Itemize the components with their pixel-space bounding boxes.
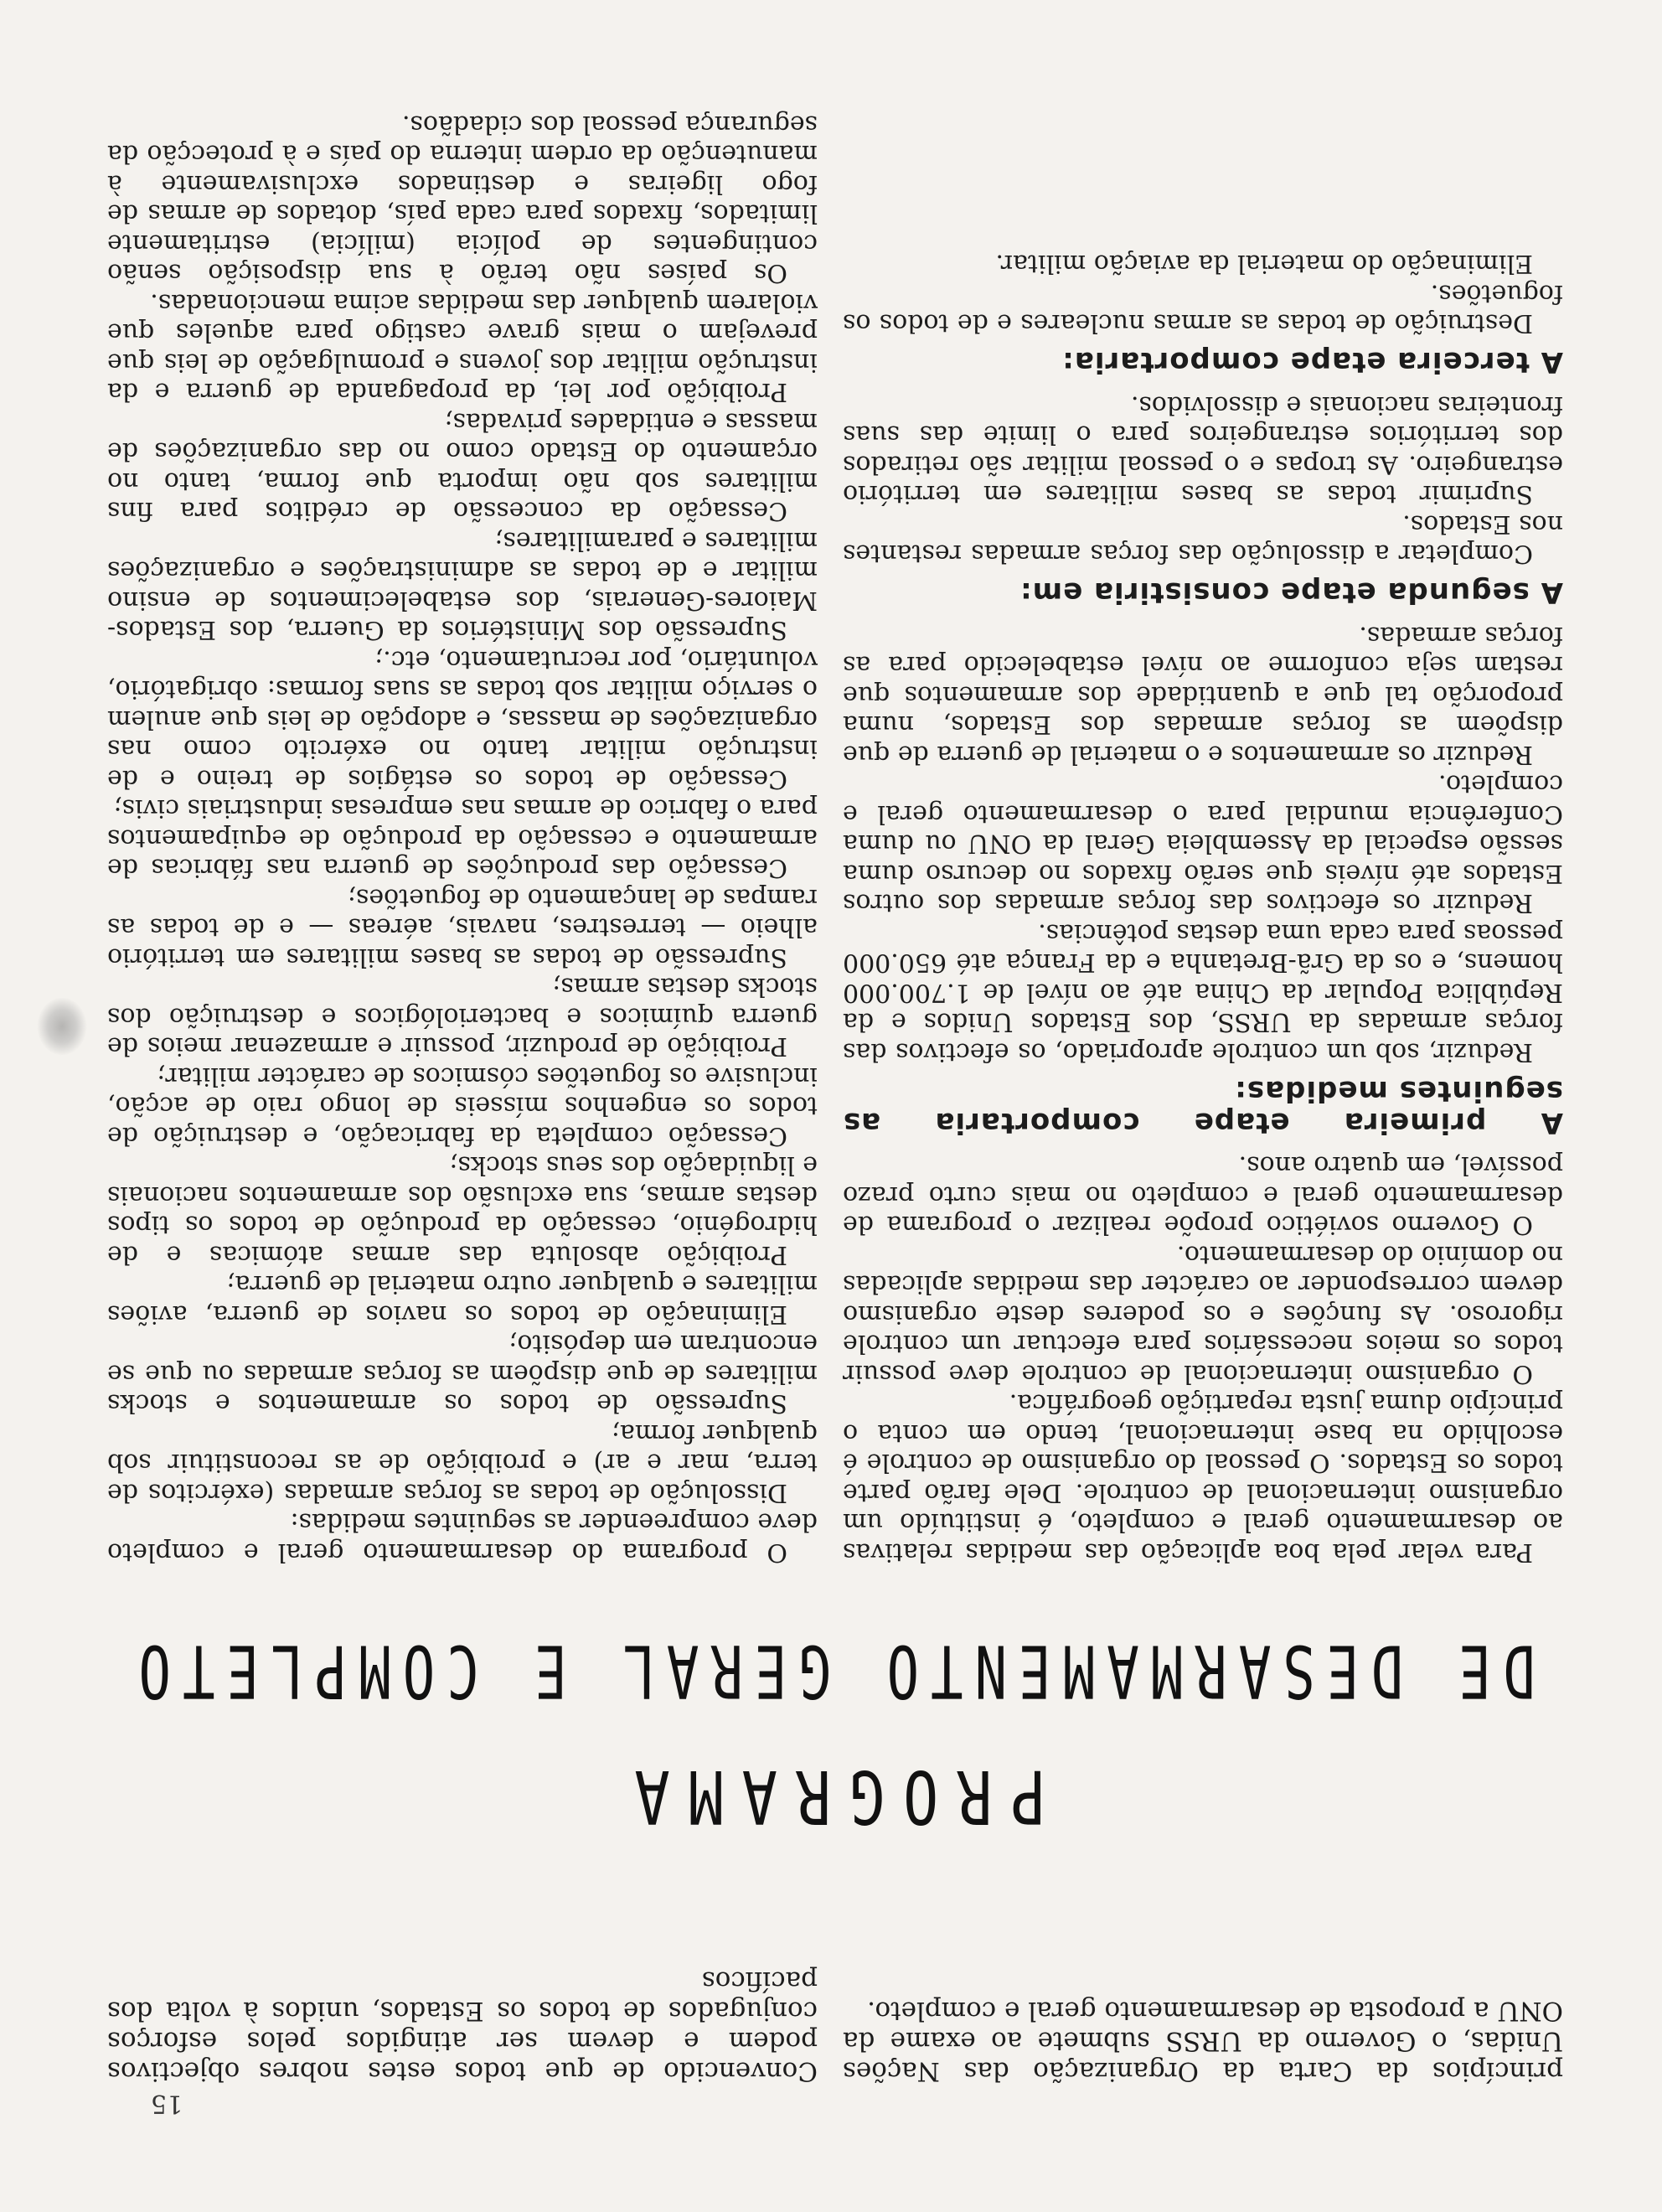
measure-paragraph: Cessação de todos os estágios de treino e de instrução militar tanto no exército como nas organizações de massas, e adopção de leis que anulem o serviço militar sob todas as suas formas: obrigatório, voluntário, por recrutamento, etc.;: [107, 645, 818, 793]
title-line-2: DE DESARMAMENTO GERAL E COMPLETO: [126, 1628, 1536, 1712]
stage-paragraph: Reduzir os armamentos e o material de guerra de que dispõem as forças armadas dos Estados, numa proporção tal que a quantidade dos armamentos que restam seja conforme ao nível estabelecido para as forças armadas.: [843, 621, 1563, 769]
control-paragraph: O organismo internacional de controle deve possuir todos os meios necessários para efectuar um controle rigoroso. As funções e os poderes deste organismo devem corresponder ao carácter das medidas aplicadas no domínio do desarmamento.: [843, 1240, 1563, 1388]
measure-paragraph: O programa do desarmamento geral e completo deve compreender as seguintes medidas:: [107, 1507, 818, 1567]
heading-third-stage: A terceira etape comportaria:: [1061, 345, 1563, 380]
intro-left-text: princípios da Carta da Organização das Nações Unidas, o Governo da URSS submete ao exame da ONU a proposta de desarmamento geral e completo.: [843, 1996, 1563, 2086]
measure-paragraph: Os países não terão à sua disposição senão contingentes de polícia (milícia) estritamente limitados, fixados para cada país, dotados de armas de fogo ligeiras e destinados exclusivamente à manutenção da ordem interna do país e à protecção da segurança pessoal dos cidadãos.: [107, 110, 818, 288]
heading-second-stage: A segunda etape consistiria em:: [1019, 576, 1563, 610]
stage-paragraph: Eliminação do material da aviação militar.: [995, 249, 1533, 279]
stage-paragraph: Destruição de todas as armas nucleares e de todos os foguetões.: [843, 279, 1563, 339]
measure-paragraph: Proibição por lei, da propaganda de guerra e da instrução militar dos jovens e promulgação de leis que prevejam o mais grave castigo para aqueles que violarem qualquer das medidas acima mencionadas.: [107, 288, 818, 407]
right-column: [107, 110, 818, 1568]
stage-paragraph: Completar a dissolução das forças armadas restantes nos Estados.: [843, 509, 1563, 569]
left-column: [843, 249, 1563, 1567]
measure-paragraph: Cessação da concessão de créditos para fins militares sob não importa que forma, tanto no orçamento do Estado como no das organizações de massas e entidades privadas;: [107, 407, 818, 526]
measure-paragraph: Supressão de todas as bases militares em território alheio — terrestres, navais, aéreas — e de todas as rampas de lançamento de foguetões;: [107, 883, 818, 972]
page-number: 15: [151, 2089, 183, 2118]
ink-smudge: [37, 997, 87, 1056]
title-line-1: PROGRAMA: [616, 1753, 1046, 1840]
measure-paragraph: Dissolução de todas as forças armadas (exércitos de terra, mar e ar) e proibição de as reconstituir sob qualquer forma;: [107, 1419, 818, 1507]
control-paragraph: O Governo soviético propõe realizar o programa de desarmamento geral e completo no mais curto prazo possível, em quatro anos.: [843, 1150, 1563, 1240]
control-paragraph: Para velar pela boa aplicação das medidas relativas ao desarmamento geral e completo, é instituído um organismo internacional de controle. Dele farão parte todos os Estados. O pessoal do organismo de controle é escolhido na base internacional, tendo em conta o princípio duma justa repartição geográfica.: [843, 1388, 1563, 1567]
stage-paragraph: Reduzir os efectivos das forças armadas dos outros Estados até níveis que serão fixados no decurso duma sessão especial da Assembleia Geral da ONU ou duma Conferência mundial para o desarmamento geral e completo.: [843, 769, 1563, 918]
heading-first-stage: A primeira etape comportaria as seguintes medidas:: [843, 1074, 1563, 1140]
measure-paragraph: Cessação das produções de guerra nas fábricas de armamento e cessação da produção de equipamentos para o fabrico de armas nas empresas industriais civis;: [107, 793, 818, 883]
measure-paragraph: Eliminação de todos os navios de guerra, aviões militares e qualquer outro material de guerra;: [107, 1269, 818, 1329]
measure-paragraph: Cessação completa da fabricação, e destruição de todos os engenhos mísseis de longo raio de acção, inclusive os foguetões cósmicos de carácter militar;: [107, 1062, 818, 1150]
measure-paragraph: Supressão dos Ministérios da Guerra, dos Estados-Maiores-Generais, dos estabelecimentos de ensino militar e de todas as administrações e organizações militares e paramilitares;: [107, 526, 818, 645]
measure-paragraph: Supressão de todos os armamentos e stocks militares de que dispõem as forças armadas ou que se encontram em depósito;: [107, 1329, 818, 1419]
measure-paragraph: Proibição de produzir, possuir e armazenar meios de guerra químicos e bacteriológicos e destruição dos stocks destas armas;: [107, 972, 818, 1062]
measure-paragraph: Proibição absoluta das armas atómicas e de hidrogénio, cessação da produção de todos os tipos destas armas, sua exclusão dos armamentos nacionais e liquidação dos seus stocks;: [107, 1150, 818, 1269]
intro-right-text: Convencido de que todos estes nobres objectivos podem e devem ser atingidos pelos esforços conjugados de todos os Estados, unidos à volta dos pacíficos: [107, 1966, 818, 2086]
stage-paragraph: Suprimir todas as bases militares em território estrangeiro. As tropas e o pessoal militar são retirados dos territórios estrangeiros para o limite das suas fronteiras nacionais e dissolvidos.: [843, 390, 1563, 509]
stage-paragraph: Reduzir, sob um controle apropriado, os efectivos das forças armadas da URSS, dos Estados Unidos e da República Popular da China até ao nível de 1.700.000 homens, e os da Grã-Bretanha e da França até 650.000 pessoas para cada uma destas potências.: [843, 918, 1563, 1067]
